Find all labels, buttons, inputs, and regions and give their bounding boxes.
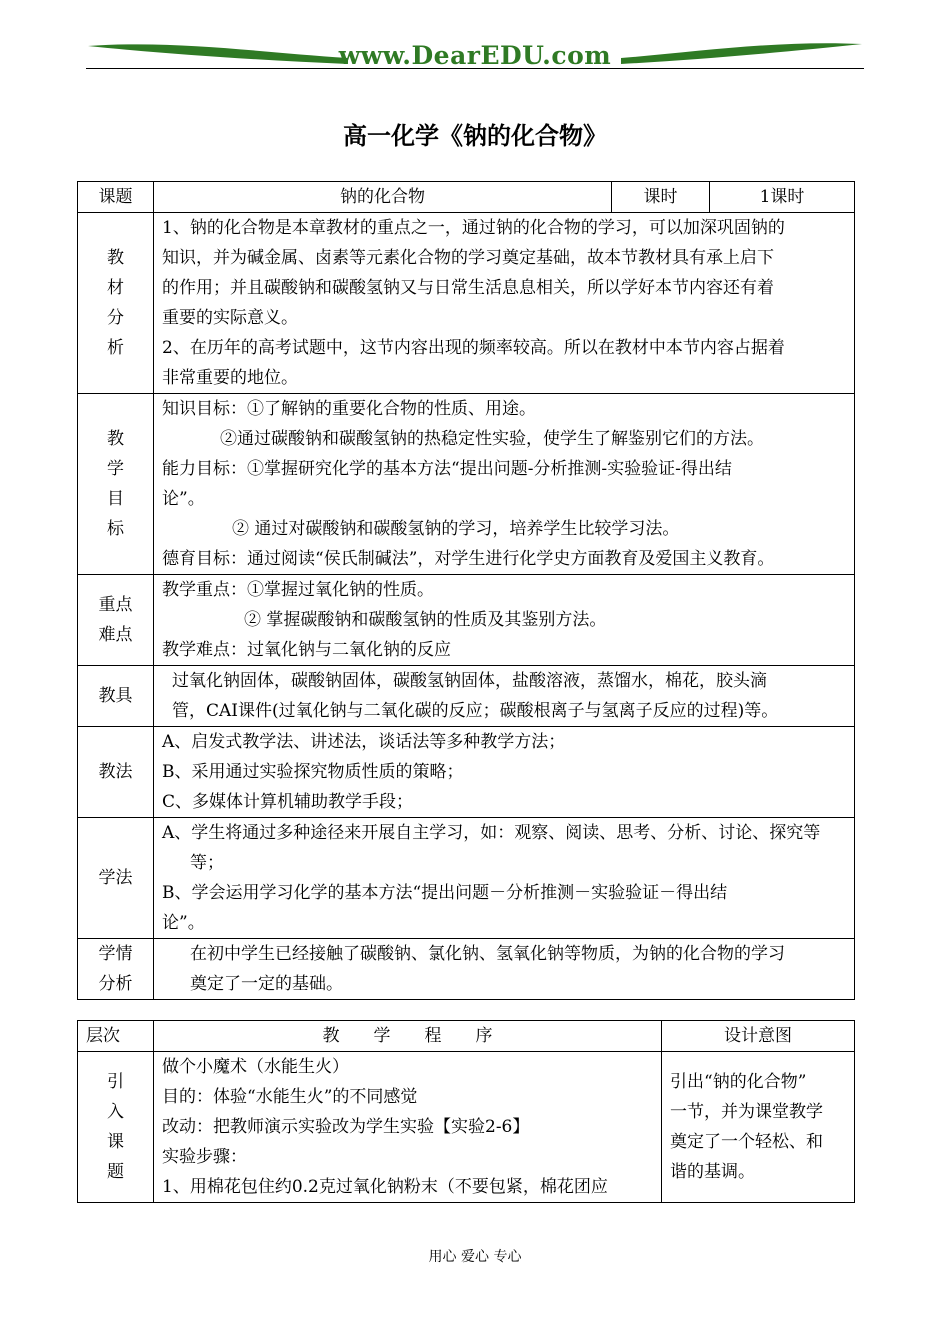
section-label-teaching-aids: 教具 xyxy=(78,666,154,727)
site-logo: www.DearEDU.com xyxy=(338,41,612,70)
section-label-textbook-analysis: 教 材 分 析 xyxy=(78,213,154,394)
procedure-row-introduction xyxy=(78,1052,855,1203)
hours-label: 课时 xyxy=(612,182,710,213)
topic-value: 钠的化合物 xyxy=(154,182,612,213)
topic-label: 课题 xyxy=(78,182,154,213)
section-row-learner-analysis xyxy=(78,939,855,1000)
header-design-intent: 设计意图 xyxy=(662,1021,855,1052)
section-body-teaching-methods: A、启发式教学法、讲述法，谈话法等多种教学方法； B、采用通过实验探究物质性质的策略； C、多媒体计算机辅助教学手段； xyxy=(154,727,855,818)
section-row-teaching-goals xyxy=(78,394,855,575)
header-rule xyxy=(86,68,864,69)
lesson-overview-table xyxy=(77,181,855,1000)
section-label-learner-analysis: 学情 分析 xyxy=(78,939,154,1000)
header-level: 层次 xyxy=(78,1021,154,1052)
section-label-teaching-goals: 教 学 目 标 xyxy=(78,394,154,575)
section-body-learning-methods: A、学生将通过多种途径来开展自主学习，如：观察、阅读、思考、分析、讨论、探究等 等； B、学会运用学习化学的基本方法“提出问题－分析推测－实验验证－得出结 论”。 xyxy=(154,818,855,939)
section-row-learning-methods xyxy=(78,818,855,939)
procedure-label-introduction: 引 入 课 题 xyxy=(78,1052,154,1203)
section-body-textbook-analysis: 1、钠的化合物是本章教材的重点之一，通过钠的化合物的学习，可以加深巩固钠的 知识，并为碱金属、卤素等元素化合物的学习奠定基础，故本节教材具有承上启下 的作用；并且碳酸钠和碳酸氢钠又与日常生活息息相关，所以学好本节内容还有着 重要的实际意义。 2、在历年的高考试题中，这节内容出现的频率较高。所以在教材中本节内容占据着 非常重要的地位。 xyxy=(154,213,855,394)
section-row-teaching-methods xyxy=(78,727,855,818)
section-body-learner-analysis: 在初中学生已经接触了碳酸钠、氯化钠、氢氧化钠等物质，为钠的化合物的学习 奠定了一定的基础。 xyxy=(154,939,855,1000)
section-row-teaching-aids xyxy=(78,666,855,727)
section-label-key-points: 重点 难点 xyxy=(78,575,154,666)
procedure-header-row xyxy=(78,1021,855,1052)
section-body-key-points: 教学重点：①掌握过氧化钠的性质。 ② 掌握碳酸钠和碳酸氢钠的性质及其鉴别方法。 教学难点：过氧化钠与二氧化钠的反应 xyxy=(154,575,855,666)
section-row-key-points xyxy=(78,575,855,666)
procedure-intent-introduction: 引出“钠的化合物” 一节，并为课堂教学 奠定了一个轻松、和 谐的基调。 xyxy=(662,1052,855,1203)
document-title: 高一化学《钠的化合物》 xyxy=(343,122,607,150)
section-label-learning-methods: 学法 xyxy=(78,818,154,939)
section-body-teaching-aids: 过氧化钠固体，碳酸钠固体，碳酸氢钠固体，盐酸溶液，蒸馏水，棉花，胶头滴 管，CAI课件(过氧化钠与二氧化碳的反应；碳酸根离子与氢离子反应的过程)等。 xyxy=(154,666,855,727)
section-body-teaching-goals: 知识目标：①了解钠的重要化合物的性质、用途。 ②通过碳酸钠和碳酸氢钠的热稳定性实验，使学生了解鉴别它们的方法。 能力目标：①掌握研究化学的基本方法“提出问题-分析推测-实验验证-得出结 论”。 ② 通过对碳酸钠和碳酸氢钠的学习，培养学生比较学习法。 德育目标：通过阅读“侯氏制碱法”，对学生进行化学史方面教育及爱国主义教育。 xyxy=(154,394,855,575)
section-label-teaching-methods: 教法 xyxy=(78,727,154,818)
hours-value: 1课时 xyxy=(710,182,855,213)
procedure-body-introduction: 做个小魔术（水能生火） 目的：体验“水能生火”的不同感觉 改动：把教师演示实验改为学生实验【实验2-6】 实验步骤： 1、用棉花包住约0.2克过氧化钠粉末（不要包紧，棉花团应 xyxy=(154,1052,662,1203)
page-footer: 用心 爱心 专心 xyxy=(428,1249,522,1265)
teaching-procedure-table xyxy=(77,1020,855,1203)
header-procedure: 教 学 程 序 xyxy=(154,1021,662,1052)
topic-row xyxy=(78,182,855,213)
section-row-textbook-analysis xyxy=(78,213,855,394)
